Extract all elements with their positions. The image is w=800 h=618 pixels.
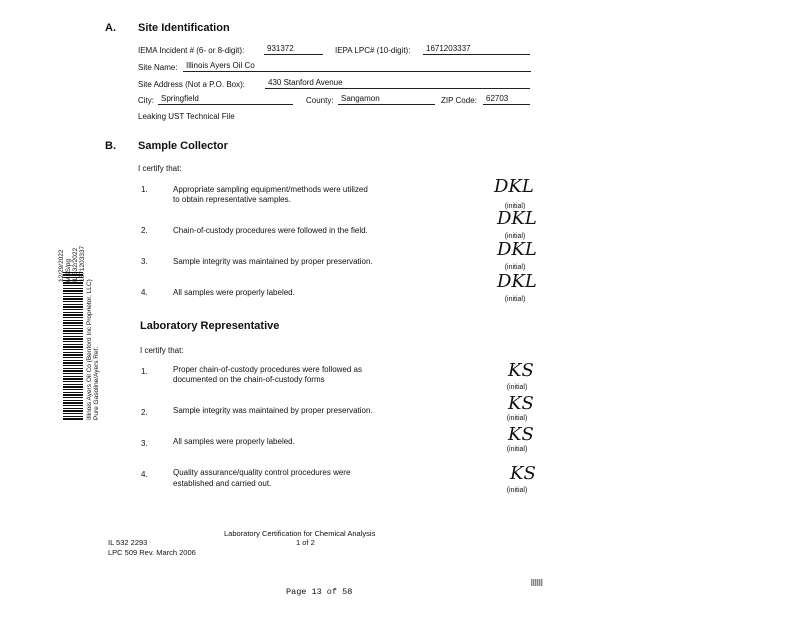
section-b-letter: B. [105,140,116,152]
lab-item-1-initial: (initial) [506,384,528,391]
section-a-title: Site Identification [138,22,230,34]
lab-item-2-num: 2. [141,408,148,417]
initials-signature-dkl: DKL [497,208,537,229]
iema-label: IEMA Incident # (6- or 8-digit): [138,46,245,55]
collector-item-4-line1: All samples were properly labeled. [173,288,295,297]
lab-item-4-line2: established and carried out. [173,479,272,488]
section-a-letter: A. [105,22,116,34]
site-address-label: Site Address (Not a P.O. Box): [138,80,246,89]
lab-item-2-line1: Sample integrity was maintained by proper preservation. [173,406,373,415]
lab-item-4-line1: Quality assurance/quality control procedures were [173,468,351,477]
page-stamp: Page 13 of 58 [286,587,353,597]
initials-signature-dkl: DKL [497,239,537,260]
site-address-value: 430 Stanford Avenue [265,78,530,89]
side-stamp-line4: MSS/pg [65,258,72,282]
form-revision: LPC 509 Rev. March 2006 [108,548,196,557]
side-stamp-line5: IL 532/2022 [72,247,79,282]
section-b-title: Sample Collector [138,140,228,152]
collector-item-3-num: 3. [141,257,148,266]
collector-item-3-line1: Sample integrity was maintained by proper preservation. [173,257,373,266]
initials-signature-ks: KS [508,424,534,445]
collector-item-2-initial: (initial) [504,233,526,240]
initials-signature-dkl: DKL [494,176,534,197]
form-page-of: 1 of 2 [296,538,315,547]
lab-item-1-line1: Proper chain-of-custody procedures were followed as [173,365,362,374]
lab-item-1-line2: documented on the chain-of-custody forms [173,375,325,384]
lab-item-4-num: 4. [141,470,148,479]
city-value: Springfield [158,94,293,105]
leaking-ust-label: Leaking UST Technical File [138,112,235,121]
iepa-value: 1671203337 [423,44,530,55]
initials-signature-ks: KS [508,360,534,381]
collector-item-2-num: 2. [141,226,148,235]
lab-rep-certify: I certify that: [140,346,184,355]
iepa-label: IEPA LPC# (10-digit): [335,46,411,55]
site-name-label: Site Name: [138,63,178,72]
collector-item-1-initial: (initial) [504,203,526,210]
barcode-image [63,272,83,420]
initials-signature-ks: KS [508,393,534,414]
lab-item-3-initial: (initial) [506,446,528,453]
county-label: County: [306,96,334,105]
collector-item-1-line2: to obtain representative samples. [173,195,291,204]
form-id: IL 532 2293 [108,538,148,547]
initials-signature-dkl: DKL [497,271,537,292]
lab-item-3-line1: All samples were properly labeled. [173,437,295,446]
lab-item-1-num: 1. [141,367,148,376]
collector-certify: I certify that: [138,164,182,173]
collector-item-1-num: 1. [141,185,148,194]
lab-item-3-num: 3. [141,439,148,448]
side-stamp-line2: Pure Gasoline/Ayers Ref. [93,346,100,420]
form-title: Laboratory Certification for Chemical Analysis [224,529,376,538]
side-stamp-line3: 12/29/2022 [58,249,65,282]
initials-signature-ks: KS [510,463,536,484]
lab-rep-title: Laboratory Representative [140,320,280,332]
zip-value: 62703 [483,94,530,105]
lab-item-4-initial: (initial) [506,487,528,494]
zip-label: ZIP Code: [441,96,477,105]
collector-item-4-num: 4. [141,288,148,297]
iema-value: 931372 [264,44,323,55]
side-stamp-line6: 1671203337 [79,245,86,282]
lab-item-2-initial: (initial) [506,415,528,422]
side-stamp-line1: Illinois Ayers Oil Co (Benford Inc Proprietor, LLC) [86,279,93,420]
scan-mark [531,579,543,586]
collector-item-3-initial: (initial) [504,264,526,271]
collector-item-4-initial: (initial) [504,296,526,303]
collector-item-1-line1: Appropriate sampling equipment/methods were utilized [173,185,368,194]
site-name-value: Illinois Ayers Oil Co [183,61,531,72]
county-value: Sangamon [338,94,435,105]
city-label: City: [138,96,154,105]
collector-item-2-line1: Chain-of-custody procedures were followed in the field. [173,226,368,235]
